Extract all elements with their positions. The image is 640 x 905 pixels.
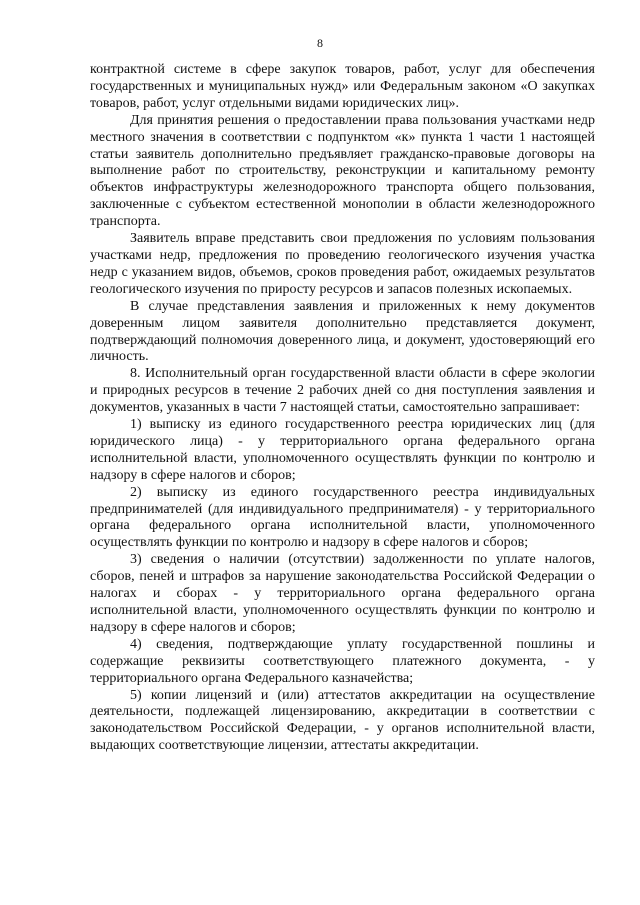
- paragraph-continuation: контрактной системе в сфере закупок товаров, работ, услуг для обеспечения государственных и муниципальных нужд» или Федеральным законом «О закупках товаров, работ, услуг отдельными видами юридических лиц».: [90, 62, 595, 111]
- list-item-1: 1) выписку из единого государственного реестра юридических лиц (для юридического лица) - у территориального органа федерального органа исполнительной власти, уполномоченного осуществлять функции по контролю и надзору в сфере налогов и сборов;: [90, 417, 595, 483]
- list-item-4: 4) сведения, подтверждающие уплату государственной пошлины и содержащие реквизиты соответствующего платежного документа, - у территориального органа Федерального казначейства;: [90, 636, 595, 686]
- document-body: [90, 62, 595, 755]
- list-item-3: 3) сведения о наличии (отсутствии) задолженности по уплате налогов, сборов, пеней и штрафов за нарушение законодательства Российской Федерации о налогах и сборах - у территориального органа федерального органа исполнительной власти, уполномоченного осуществлять функции по контролю и надзору в сфере налогов и сборов;: [90, 552, 595, 635]
- paragraph-proxy-documents: В случае представления заявления и приложенных к нему документов доверенным лицом заявителя дополнительно представляется документ, подтверждающий полномочия доверенного лица, и документ, удостоверяющий его личность.: [90, 298, 595, 365]
- list-item-2: 2) выписку из единого государственного реестра индивидуальных предпринимателей (для индивидуального предпринимателя) - у территориального органа федерального органа исполнительной власти, уполномоченного осуществлять функции по контролю и надзору в сфере налогов и сборов;: [90, 484, 595, 551]
- paragraph-section-8: 8. Исполнительный орган государственной власти области в сфере экологии и природных ресурсов в течение 2 рабочих дней со дня поступления заявления и документов, указанных в части 7 настоящей статьи, самостоятельно запрашивает:: [90, 366, 595, 416]
- list-item-5: 5) копии лицензий и (или) аттестатов аккредитации на осуществление деятельности, подлежащей лицензированию, аккредитации в соответствии с законодательством Российской Федерации, - у органов исполнительной власти, выдающих соответствующие лицензии, аттестаты аккредитации.: [90, 687, 595, 754]
- page-number: 8: [317, 36, 323, 50]
- paragraph-railway-contracts: Для принятия решения о предоставлении права пользования участками недр местного значения в соответствии с подпунктом «к» пункта 1 части 1 настоящей статьи заявитель дополнительно предъявляет гражданско-правовые договоры на выполнение работ по строительству, реконструкции и капитальному ремонту объектов инфраструктуры железнодорожного транспорта общего пользования, заключенные с субъектом естественной монополии в области железнодорожного транспорта.: [90, 112, 595, 230]
- paragraph-applicant-proposals: Заявитель вправе представить свои предложения по условиям пользования участками недр, предложения по проведению геологического изучения участка недр с указанием видов, объемов, сроков проведения работ, ожидаемых результатов геологического изучения по приросту ресурсов и запасов полезных ископаемых.: [90, 231, 595, 297]
